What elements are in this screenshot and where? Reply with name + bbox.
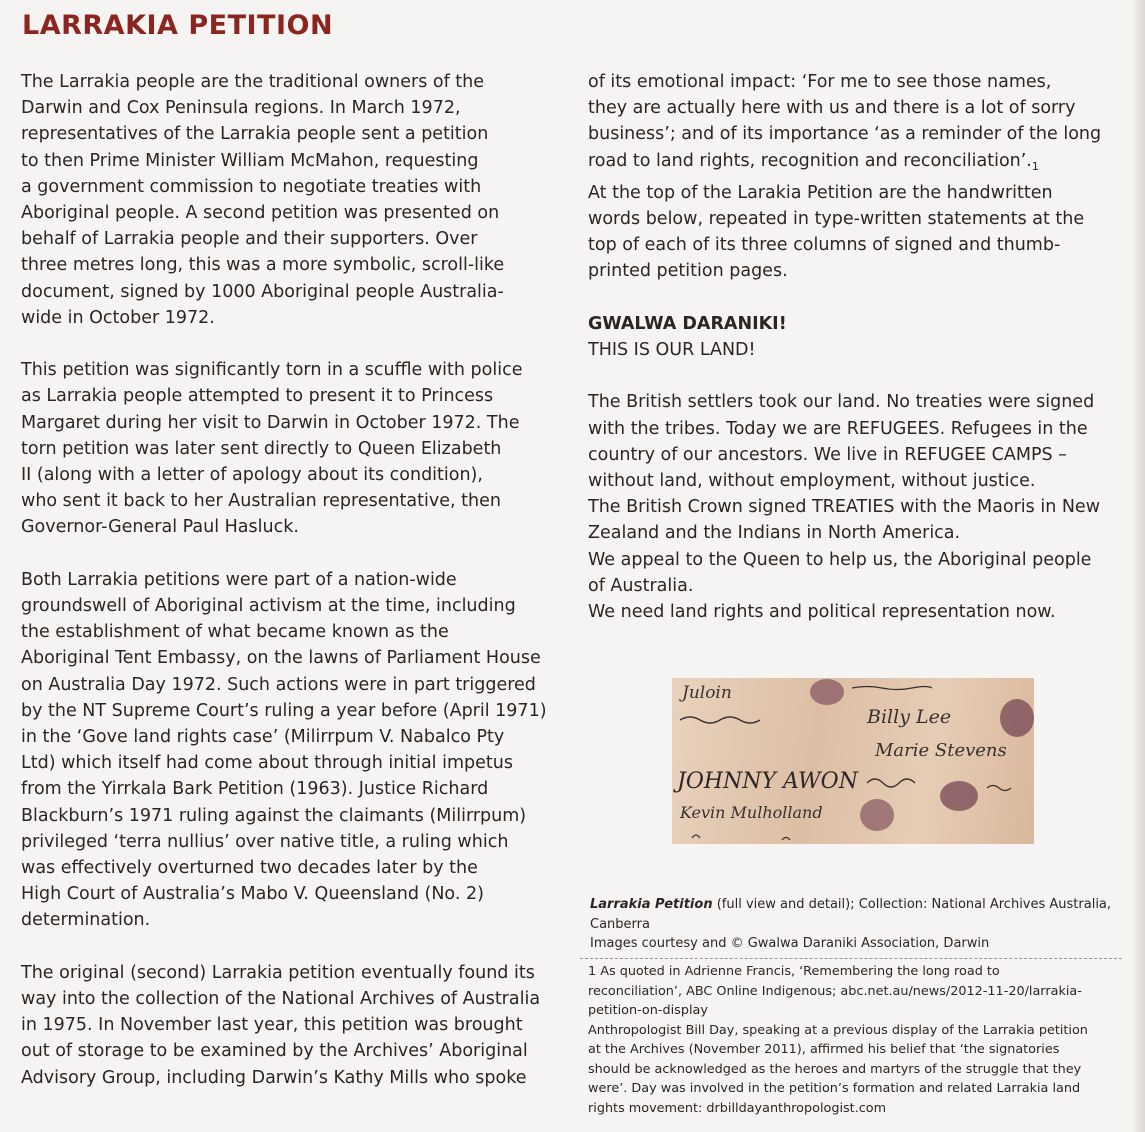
- signature-4: JOHNNY AWON: [677, 769, 858, 794]
- thumbprint-3: [940, 781, 978, 811]
- left-paragraph-1: The Larrakia people are the traditional owners of the Darwin and Cox Peninsula regions. In March 1972, representatives of the Larrakia people sent a petition to then Prime Minister William McMahon, requesting a government commission to negotiate treaties with Aboriginal people. A second petition was presented on behalf of Larrakia people and their supporters. Over three metres long, this was a more symbolic, scroll-like document, signed by 1000 Aboriginal people Australia- wide in October 1972.: [21, 72, 505, 328]
- caption-line: [590, 895, 1120, 934]
- thumbprint-1: [810, 679, 844, 705]
- signature-5: Kevin Mulholland: [680, 803, 823, 822]
- page-title: LARRAKIA PETITION: [22, 10, 334, 41]
- signature-2: Billy Lee: [867, 706, 952, 728]
- footnote-2: Anthropologist Bill Day, speaking at a previous display of the Larrakia petition at the Archives (November 2011), affirmed his belief that ‘the signatories should be acknowledged as the heroes and martyrs of the struggle that they were’. Day was involved in the petition’s formation and related Larrakia land rights movement: drbilldayanthropologist.com: [588, 1022, 1088, 1116]
- left-paragraph-4: The original (second) Larrakia petition eventually found its way into the collection of the National Archives of Australia in 1975. In November last year, this petition was brought out of storage to be examined by the Archives’ Aboriginal Advisory Group, including Darwin’s Kathy Mills who spoke: [21, 962, 541, 1088]
- petition-detail-image: [672, 678, 1034, 844]
- left-paragraph-3: Both Larrakia petitions were part of a nation-wide groundswell of Aboriginal activism at the time, including the establishment of what became known as the Aboriginal Tent Embassy, on the lawns of Parliament House on Australia Day 1972. Such actions were in part triggered by the NT Supreme Court’s ruling a year before (April 1971) in the ‘Gove land rights case’ (Milirrpum V. Nabalco Pty Ltd) which itself had come about through initial impetus from the Yirrkala Bark Petition (1963). Justice Richard Blackburn’s 1971 ruling against the claimants (Milirrpum) privileged ‘terra nullius’ over native title, a ruling which was effectively overturned two decades later by the High Court of Australia’s Mabo V. Queensland (No. 2) determination.: [21, 569, 547, 931]
- caption-title: Larrakia Petition: [590, 897, 713, 912]
- petition-statement: The British settlers took our land. No treaties were signed with the tribes. Today we are REFUGEES. Refugees in the country of our ancestors. We live in REFUGEE CAMPS – without land, without employment, without justice. The British Crown signed TREATIES with the Maoris in New Zealand and the Indians in North America. We appeal to the Queen to help us, the Aboriginal people of Australia. We need land rights and political representation now.: [588, 392, 1101, 623]
- scribble-2: [852, 687, 932, 690]
- left-column: [21, 69, 566, 1117]
- right-paragraph-1b: At the top of the Larakia Petition are the handwritten words below, repeated in type-written statements at the top of each of its three columns of signed and thumb- printed petition pages.: [588, 182, 1085, 282]
- page-edge-shadow: [1131, 0, 1145, 1132]
- signature-1: Juloin: [682, 683, 732, 703]
- petition-heading: GWALWA DARANIKI!: [588, 313, 787, 334]
- scribble-3: [867, 779, 915, 787]
- scribble-1: [680, 717, 760, 723]
- thumbprint-2: [1000, 699, 1034, 737]
- caption-text: (full view and detail); Collection: National Archives Australia, Canberra: [590, 897, 1112, 932]
- petition-subheading: THIS IS OUR LAND!: [588, 340, 756, 361]
- thumbprint-4: [860, 799, 894, 831]
- footnote-1: 1 As quoted in Adrienne Francis, ‘Remembering the long road to reconciliation’, ABC Online Indigenous; abc.net.au/news/2012-11-20/larrakia- petition-on-display: [588, 964, 1082, 1018]
- petition-signatures-graphic: [672, 678, 1034, 844]
- right-column: [588, 69, 1133, 651]
- right-paragraph-1: [588, 69, 1133, 180]
- footnote-marker: 1: [1031, 159, 1039, 173]
- image-caption: [590, 895, 1120, 954]
- right-paragraph-1-text: of its emotional impact: ‘For me to see those names, they are actually here with us and there is a lot of sorry business’; and of its importance ‘as a reminder of the long road to land rights, recognition and reconciliation’.: [588, 72, 1102, 171]
- scribble-4: [987, 786, 1011, 791]
- scribble-5: [692, 835, 790, 840]
- footnotes: [588, 962, 1122, 1118]
- caption-credit: Images courtesy and © Gwalwa Daraniki Association, Darwin: [590, 936, 990, 951]
- footnote-divider: [580, 958, 1122, 959]
- signature-3: Marie Stevens: [875, 740, 1007, 761]
- left-paragraph-2: This petition was significantly torn in a scuffle with police as Larrakia people attempted to present it to Princess Margaret during her visit to Darwin in October 1972. The torn petition was later sent directly to Queen Elizabeth II (along with a letter of apology about its condition), who sent it back to her Australian representative, then Governor-General Paul Hasluck.: [21, 360, 523, 538]
